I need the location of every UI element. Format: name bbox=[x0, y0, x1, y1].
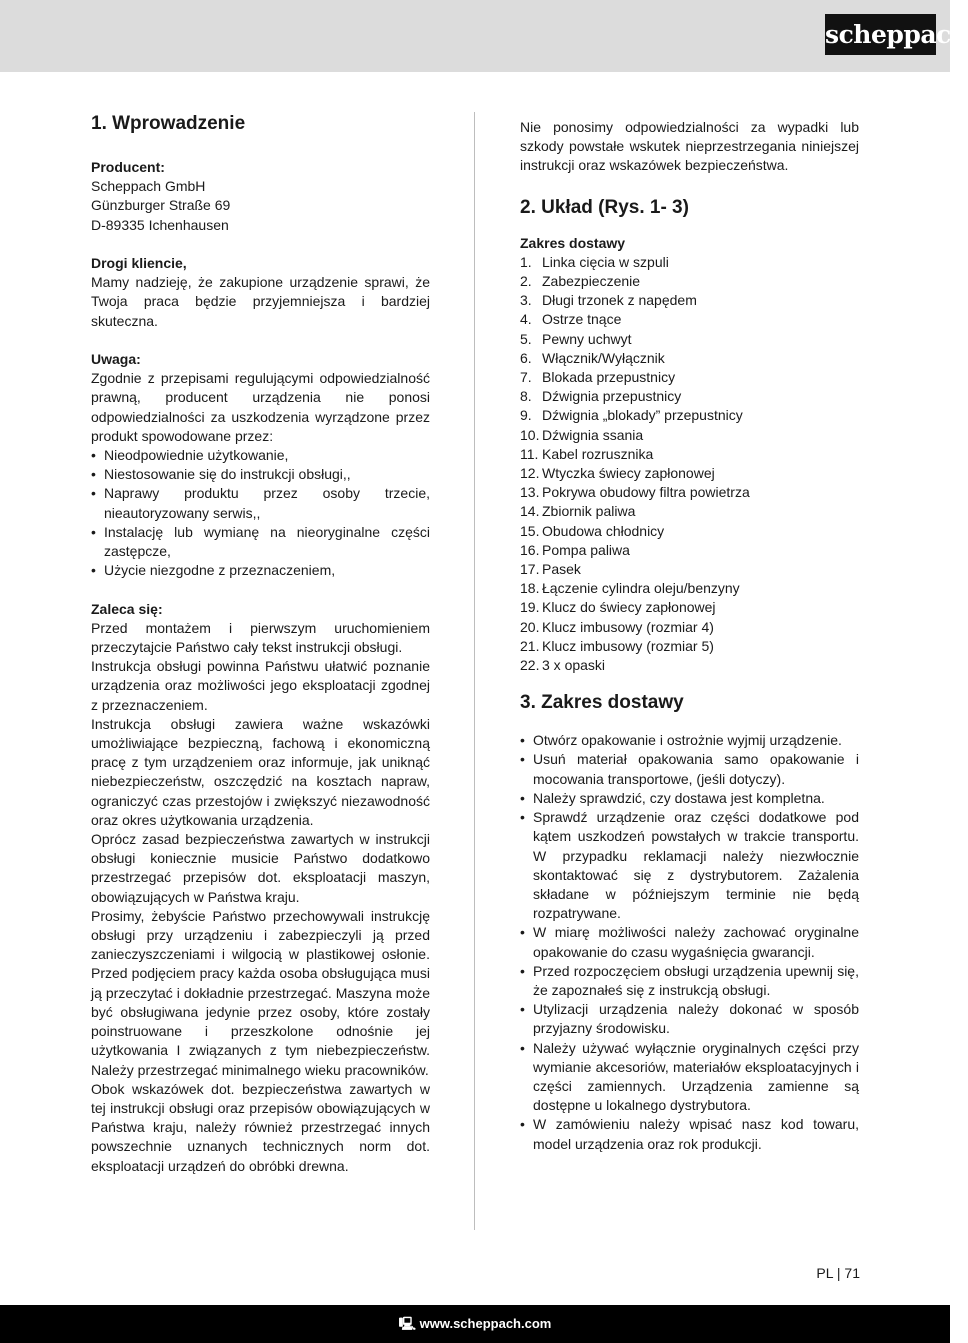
recommend-paragraph: Przed montażem i pierwszym uruchomieniem przeczytajcie Państwo cały tekst instrukcji obsługi. bbox=[91, 619, 430, 656]
part-number: 6. bbox=[520, 349, 532, 366]
producer-line: Günzburger Straße 69 bbox=[91, 197, 231, 214]
part-number: 7. bbox=[520, 369, 532, 386]
part-number: 1. bbox=[520, 253, 532, 270]
part-number: 19. bbox=[520, 599, 540, 616]
part-label: Dźwignia „blokady” przepustnicy bbox=[542, 407, 743, 424]
part-number: 2. bbox=[520, 273, 532, 290]
list-item: • Należy sprawdzić, czy dostawa jest kompletna. bbox=[520, 789, 859, 808]
recommend-paragraph: Obok wskazówek dot. bezpieczeństwa zawartych w tej instrukcji obsługi oraz przepisów obowiązujących w Państwa kraju, należy również przestrzegać innych powszechnie uznanych technicznych norm dot. eksploatacji urządzeń do obróbki drewna. bbox=[91, 1080, 430, 1174]
note-label: Uwaga: bbox=[91, 351, 141, 367]
list-item: • Utylizacji urządzenia należy dokonać w sposób przyjazny środowisku. bbox=[520, 1000, 859, 1038]
list-item: • Usuń materiał opakowania samo opakowanie i mocowania transportowe, (jeśli dotyczy). bbox=[520, 750, 859, 788]
part-item bbox=[520, 656, 859, 675]
recommend-paragraph: Instrukcja obsługi zawiera ważne wskazówki umożliwiające bezpieczną, fachową i ekonomiczną pracę z tym urządzeniem oraz informuje, jak uniknąć niebezpieczeństw, oszczędzić na kosztach napraw, ograniczyć czas przestojów i zwiększyć niezawodność oraz okres użytkowania urządzenia. bbox=[91, 715, 430, 828]
list-item: • Otwórz opakowanie i ostrożnie wyjmij urządzenie. bbox=[520, 731, 859, 750]
part-label: Pompa paliwa bbox=[542, 541, 630, 558]
part-item bbox=[520, 637, 859, 656]
part-item bbox=[520, 349, 859, 368]
left-column bbox=[91, 112, 430, 1176]
part-number: 3. bbox=[520, 292, 532, 309]
part-label: Zbiornik paliwa bbox=[542, 503, 636, 520]
part-label: Dźwignia ssania bbox=[542, 426, 644, 443]
part-item bbox=[520, 368, 859, 387]
part-number: 18. bbox=[520, 580, 540, 597]
part-label: Linka cięcia w szpuli bbox=[542, 253, 669, 270]
footer-bar bbox=[0, 1305, 950, 1343]
part-label: Dźwignia przepustnicy bbox=[542, 388, 682, 405]
producer-line: Scheppach GmbH bbox=[91, 178, 206, 195]
part-item bbox=[520, 618, 859, 637]
part-label: Łączenie cylindra oleju/benzyny bbox=[542, 580, 740, 597]
part-item bbox=[520, 253, 859, 272]
part-item bbox=[520, 541, 859, 560]
list-item: • W miarę możliwości należy zachować oryginalne opakowanie do czasu wygaśnięcia gwarancji. bbox=[520, 923, 859, 961]
part-number: 15. bbox=[520, 522, 540, 539]
part-number: 10. bbox=[520, 426, 540, 443]
part-label: Włącznik/Wyłącznik bbox=[542, 349, 665, 366]
part-number: 5. bbox=[520, 330, 532, 347]
part-item bbox=[520, 272, 859, 291]
part-label: Kabel rozrusznika bbox=[542, 445, 654, 462]
note-list bbox=[91, 446, 430, 580]
part-label: Obudowa chłodnicy bbox=[542, 522, 665, 539]
part-label: Zabezpieczenie bbox=[542, 273, 641, 290]
part-label: Klucz imbusowy (rozmiar 4) bbox=[542, 618, 714, 635]
part-item bbox=[520, 502, 859, 521]
section-2-title: 2. Układ (Rys. 1- 3) bbox=[520, 196, 689, 218]
recommend-paragraph: Oprócz zasad bezpieczeństwa zawartych w instrukcji obsługi koniecznie musicie Państwo dodatkowo przestrzegać przepisów dot. eksploatacji maszyn, obowiązujących w Państwa kraju. bbox=[91, 831, 430, 905]
part-label: Klucz imbusowy (rozmiar 5) bbox=[542, 637, 714, 654]
list-item: • Sprawdź urządzenie oraz części dodatkowe pod kątem uszkodzeń powstałych w trakcie transportu. W przypadku reklamacji należy niezwłocznie skontaktować się z dystrybutorem. Zażalenia składane w późniejszym terminie nie będą rozpatrywane. bbox=[520, 808, 859, 923]
part-label: Blokada przepustnicy bbox=[542, 369, 676, 386]
part-item bbox=[520, 560, 859, 579]
header-band bbox=[0, 0, 950, 72]
note-text: Zgodnie z przepisami regulującymi odpowiedzialność prawną, producent urządzenia nie ponosi odpowiedzialności za uszkodzenia wyrządzone przez produkt spowodowane przez: bbox=[91, 370, 430, 444]
recommend-paragraph: Prosimy, żebyście Państwo przechowywali instrukcję obsługi przy urządzeniu i zabezpieczyli ją przed zanieczyszczeniami i wilgocią w plastikowej osłonie. Przed podjęciem pracy każda osoba obsługująca musi ją przeczytać i dokładnie przestrzegać. Maszyna może być obsługiwana jedynie przez osoby, które zostały poinstruowane i przeszkolone odnośnie jej użytkowania I związanych z tym niebezpieczeństw. Należy przestrzegać minimalnego wieku pracowników. bbox=[91, 907, 430, 1078]
section-3-title: 3. Zakres dostawy bbox=[520, 692, 684, 714]
part-item bbox=[520, 330, 859, 349]
customer-text: Mamy nadzieję, że zakupione urządzenie sprawi, że Twoja praca będzie przyjemniejsza i bardziej skuteczna. bbox=[91, 274, 430, 329]
part-item bbox=[520, 310, 859, 329]
part-item bbox=[520, 406, 859, 425]
list-item: • Należy używać wyłącznie oryginalnych części przy wymianie akcesoriów, materiałów eksploatacyjnych i części zamiennych. Urządzenia zamienne są dostępne u lokalnego dystrybutora. bbox=[520, 1039, 859, 1116]
delivery-list bbox=[520, 731, 859, 1153]
part-item bbox=[520, 387, 859, 406]
list-item: • Użycie niezgodne z przeznaczeniem, bbox=[91, 561, 430, 580]
part-item bbox=[520, 426, 859, 445]
part-label: Wtyczka świecy zapłonowej bbox=[542, 465, 715, 482]
right-column bbox=[520, 118, 859, 1154]
part-number: 13. bbox=[520, 484, 540, 501]
part-number: 17. bbox=[520, 561, 540, 578]
list-item: • W zamówieniu należy wpisać nasz kod towaru, model urządzenia oraz rok produkcji. bbox=[520, 1115, 859, 1153]
part-label: Pewny uchwyt bbox=[542, 330, 632, 347]
part-item bbox=[520, 522, 859, 541]
list-item: • Niestosowanie się do instrukcji obsługi,, bbox=[91, 465, 430, 484]
part-number: 11. bbox=[520, 445, 539, 462]
part-item bbox=[520, 579, 859, 598]
part-item bbox=[520, 483, 859, 502]
part-item bbox=[520, 445, 859, 464]
recommend-label: Zaleca się: bbox=[91, 600, 163, 617]
liability-text: Nie ponosimy odpowiedzialności za wypadki lub szkody powstałe wskutek nieprzestrzegania niniejszej instrukcji oraz wskazówek bezpieczeństwa. bbox=[520, 119, 859, 174]
part-number: 8. bbox=[520, 388, 532, 405]
part-label: 3 x opaski bbox=[542, 657, 606, 674]
part-label: Pasek bbox=[542, 561, 581, 578]
delivery-label: Zakres dostawy bbox=[520, 234, 626, 251]
part-number: 20. bbox=[520, 618, 540, 635]
part-number: 12. bbox=[520, 465, 540, 482]
producer-line: D-89335 Ichenhausen bbox=[91, 216, 229, 233]
page-number: PL | 71 bbox=[816, 1265, 860, 1281]
customer-label: Drogi kliencie, bbox=[91, 255, 187, 271]
section-1-title: 1. Wprowadzenie bbox=[91, 113, 246, 134]
part-item bbox=[520, 291, 859, 310]
part-item bbox=[520, 598, 859, 617]
list-item: • Przed rozpoczęciem obsługi urządzenia upewnij się, że zapoznałeś się z instrukcją obsługi. bbox=[520, 962, 859, 1000]
part-label: Klucz do świecy zapłonowej bbox=[542, 599, 716, 616]
producer-label: Producent: bbox=[91, 159, 165, 175]
part-label: Ostrze tnące bbox=[542, 311, 622, 328]
part-item bbox=[520, 464, 859, 483]
recommend-paragraph: Instrukcja obsługi powinna Państwu ułatwić poznanie urządzenia oraz możliwości jego eksploatacji zgodnej z przeznaczeniem. bbox=[91, 658, 430, 713]
part-number: 4. bbox=[520, 311, 532, 328]
brand-logo: scheppach bbox=[825, 14, 936, 55]
part-number: 21. bbox=[520, 637, 540, 654]
footer-url[interactable]: www.scheppach.com bbox=[419, 1316, 552, 1331]
column-divider bbox=[474, 112, 475, 1230]
list-item: • Instalację lub wymianę na nieoryginalne części zastępcze, bbox=[91, 523, 430, 561]
parts-list bbox=[520, 253, 859, 675]
part-label: Pokrywa obudowy filtra powietrza bbox=[542, 484, 750, 501]
list-item: • Naprawy produktu przez osoby trzecie, nieautoryzowany serwis,, bbox=[91, 484, 430, 522]
part-number: 9. bbox=[520, 407, 532, 424]
list-item: • Nieodpowiednie użytkowanie, bbox=[91, 446, 430, 465]
part-number: 16. bbox=[520, 541, 540, 558]
part-label: Długi trzonek z napędem bbox=[542, 292, 697, 309]
monitor-icon: 🖳 bbox=[398, 1316, 420, 1331]
part-number: 14. bbox=[520, 503, 540, 520]
part-number: 22. bbox=[520, 657, 540, 674]
